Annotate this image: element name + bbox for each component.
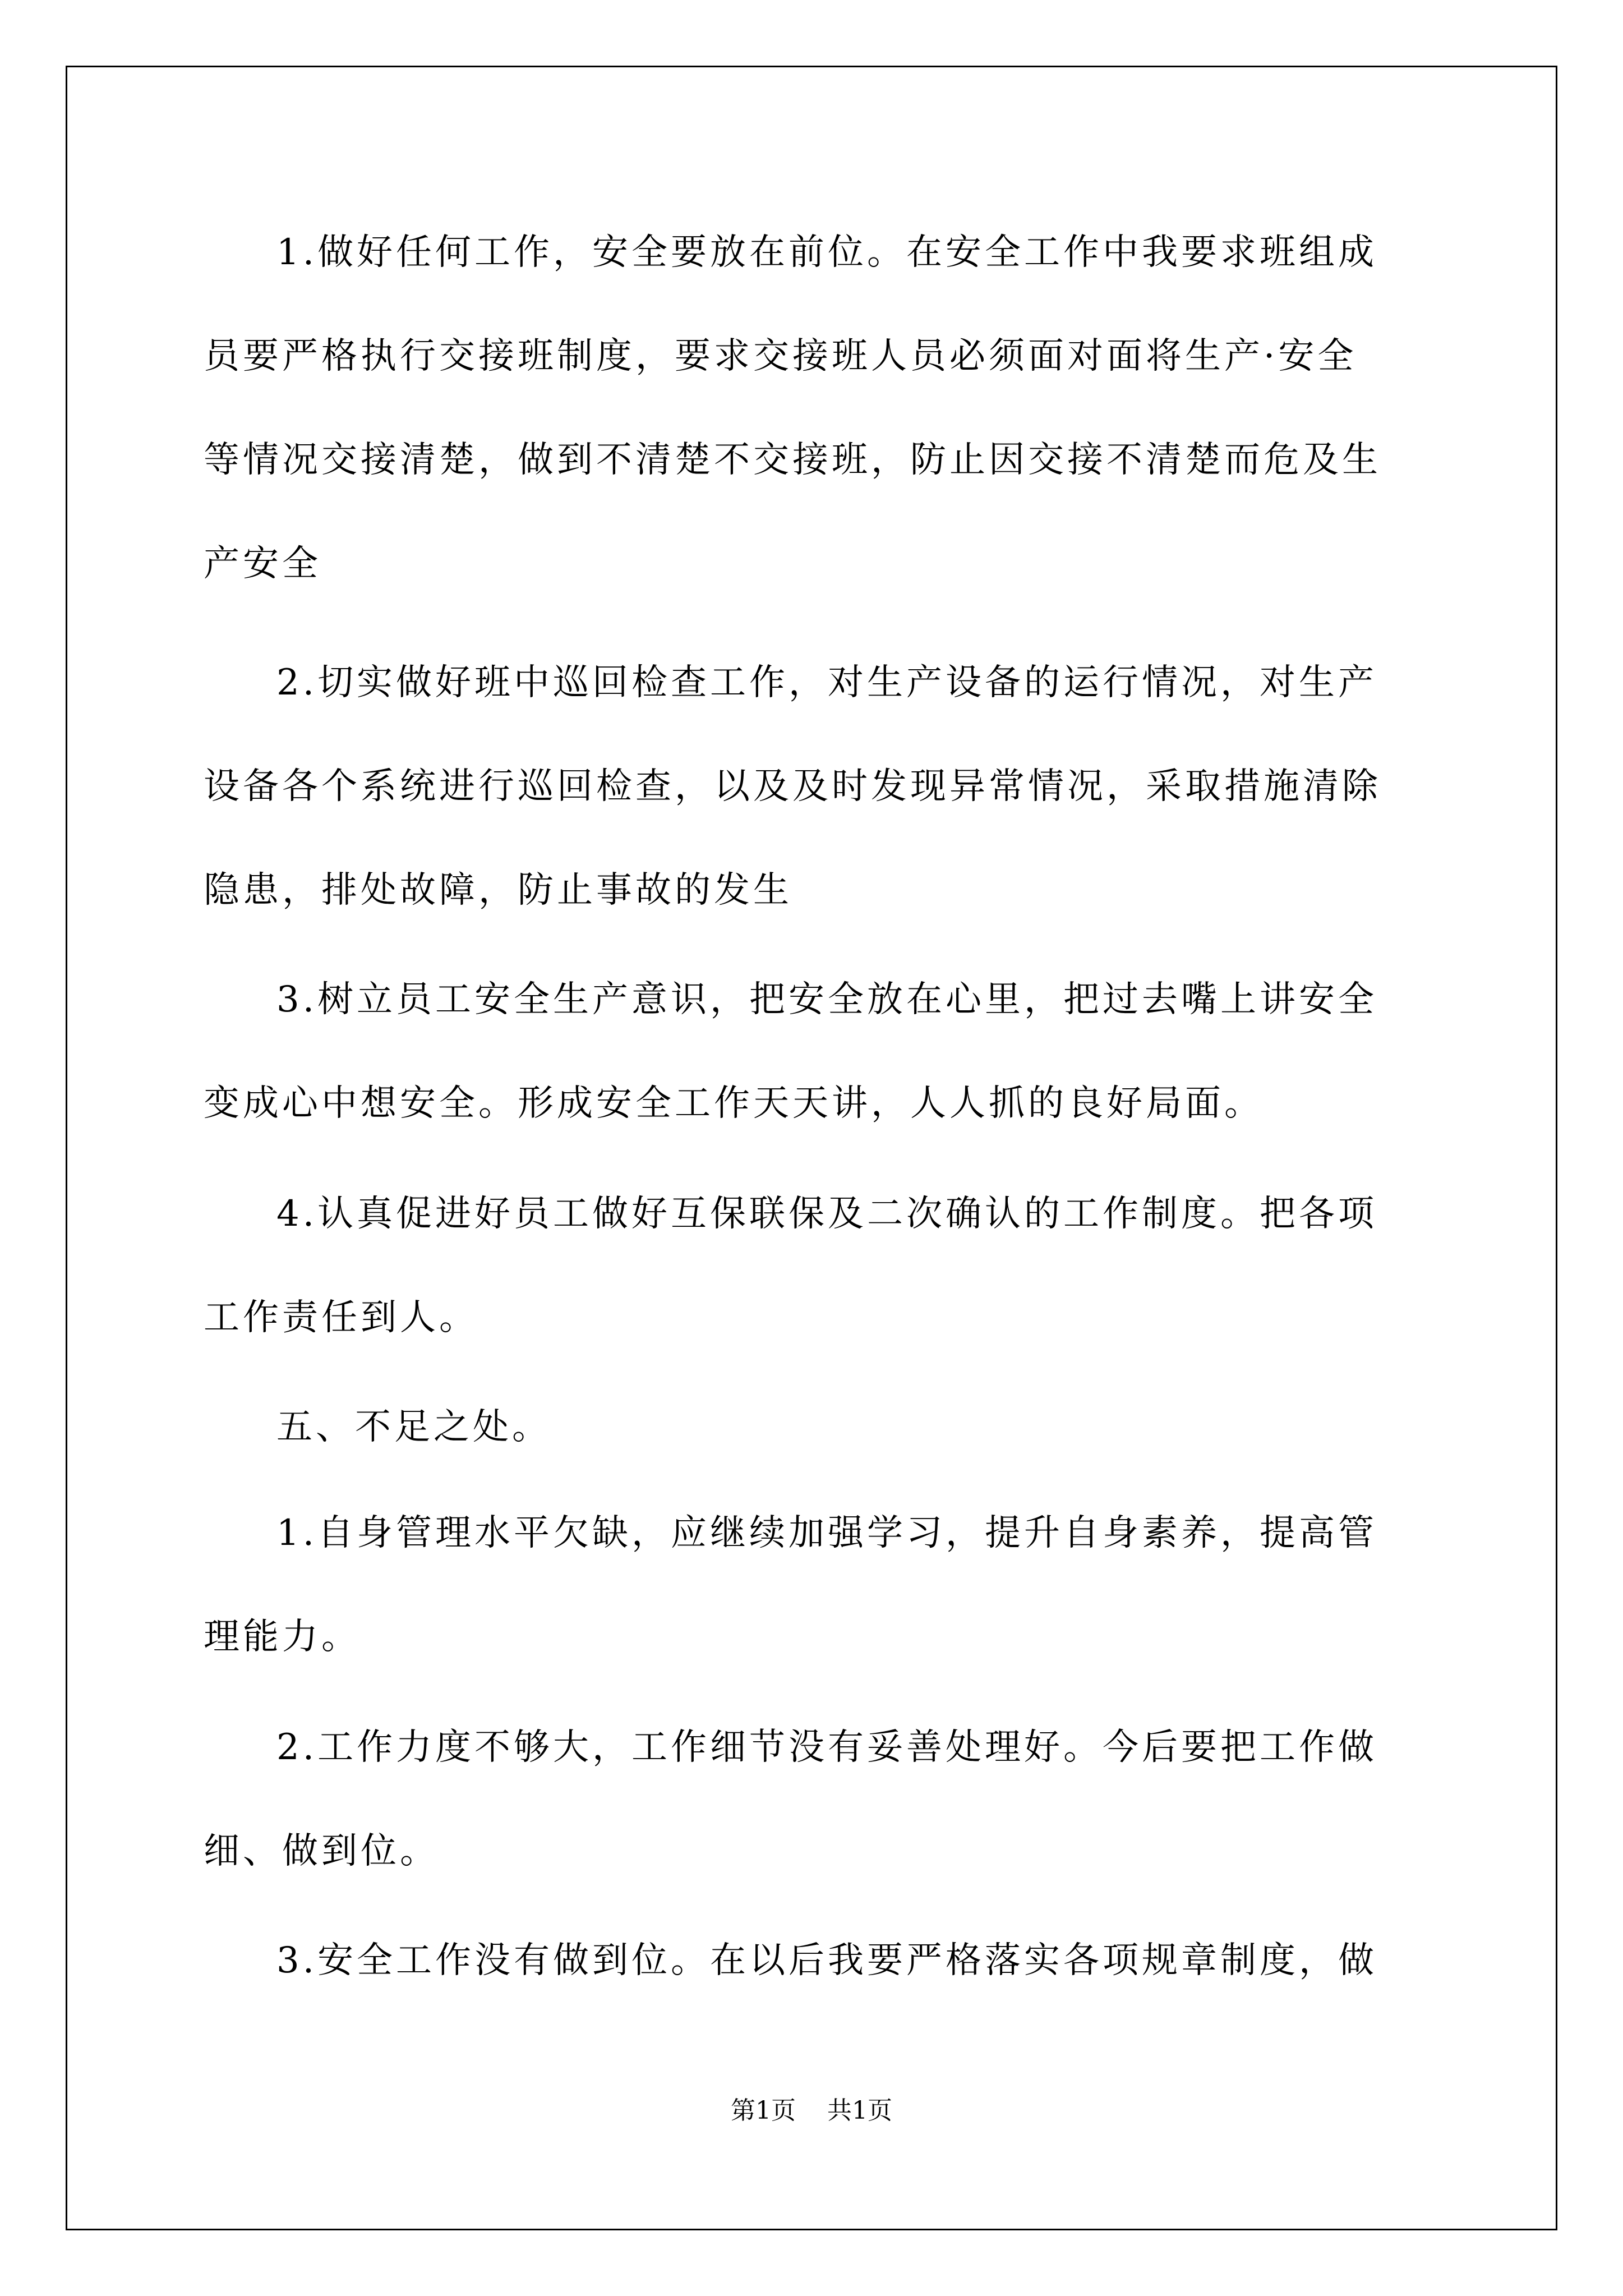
text-line: 理能力。 — [204, 1616, 361, 1658]
text-line: 工作责任到人。 — [204, 1297, 478, 1338]
text-line: 3.树立员工安全生产意识，把安全放在心里，把过去嘴上讲安全 — [276, 979, 1378, 1020]
text-line: 2.切实做好班中巡回检查工作，对生产设备的运行情况，对生产 — [276, 662, 1378, 703]
text-line: 变成心中想安全。形成安全工作天天讲，人人抓的良好局面。 — [204, 1083, 1264, 1124]
text-line: 3.安全工作没有做到位。在以后我要严格落实各项规章制度，做 — [276, 1940, 1378, 1981]
page-footer — [0, 2094, 1623, 2128]
page-total: 共1页 — [827, 2096, 892, 2125]
text-line: 1.做好任何工作，安全要放在前位。在安全工作中我要求班组成 — [276, 232, 1378, 273]
text-line: 4.认真促进好员工做好互保联保及二次确认的工作制度。把各项 — [276, 1193, 1378, 1235]
text-line: 细、做到位。 — [204, 1830, 439, 1872]
text-line: 2.工作力度不够大，工作细节没有妥善处理好。今后要把工作做 — [276, 1727, 1378, 1768]
text-line: 等情况交接清楚，做到不清楚不交接班，防止因交接不清楚而危及生 — [204, 439, 1381, 481]
text-line: 设备各个系统进行巡回检查，以及及时发现异常情况，采取措施清除 — [204, 766, 1381, 807]
text-line: 隐患，排处故障，防止事故的发生 — [204, 869, 792, 911]
page-border — [66, 66, 1557, 2230]
section-heading: 五、不足之处。 — [276, 1406, 551, 1448]
page-number: 第1页 — [731, 2096, 796, 2125]
text-line: 员要严格执行交接班制度，要求交接班人员必须面对面将生产·安全 — [204, 335, 1357, 377]
text-line: 1.自身管理水平欠缺，应继续加强学习，提升自身素养，提高管 — [276, 1512, 1378, 1554]
text-line: 产安全 — [204, 543, 321, 585]
